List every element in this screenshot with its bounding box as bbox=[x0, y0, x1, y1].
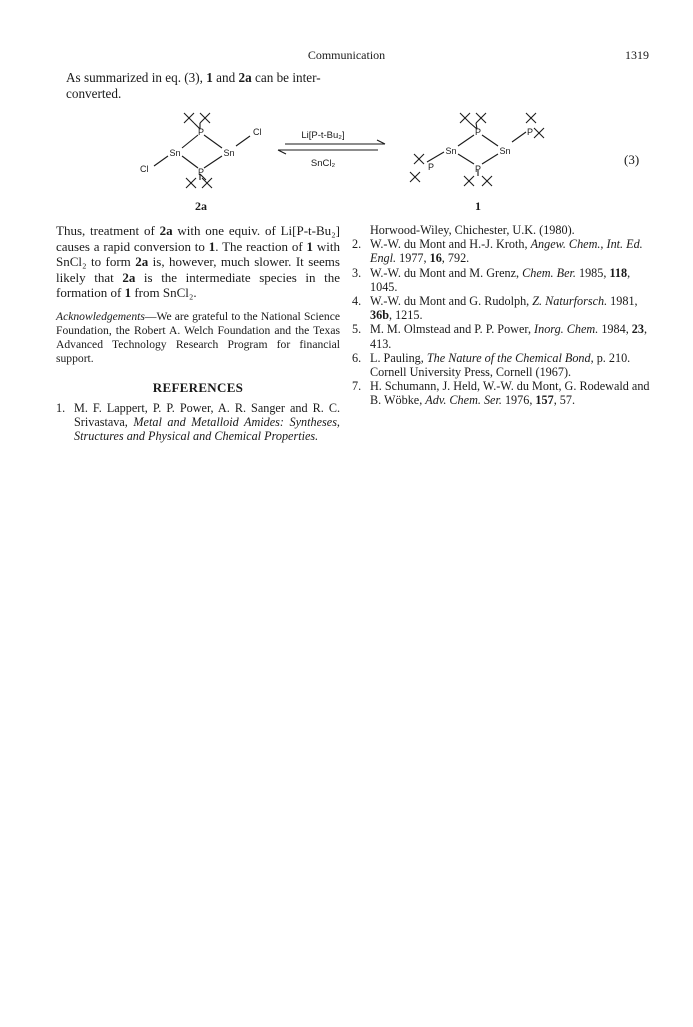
ring-bond bbox=[458, 135, 474, 146]
reference-authors: W.-W. du Mont and H.-J. Kroth, bbox=[370, 237, 531, 252]
reference-pages: , 413. bbox=[370, 322, 648, 351]
reference-year: 1985, bbox=[575, 265, 610, 280]
reference-number: 3. bbox=[352, 265, 362, 280]
reference-list bbox=[56, 401, 340, 444]
intro-sentence bbox=[66, 70, 356, 102]
reference-number: 1. bbox=[56, 401, 66, 415]
reference-journal: Inorg. Chem. bbox=[534, 322, 599, 337]
reference-pages: , 57. bbox=[553, 393, 576, 408]
intro-text-1: As summarized in eq. (3), bbox=[66, 70, 207, 85]
running-header-title: Communication bbox=[307, 48, 386, 62]
intro-text-3: can be inter-converted. bbox=[66, 70, 321, 101]
reference-pages: , 1045. bbox=[370, 265, 631, 294]
tin-atom: Sn bbox=[223, 148, 235, 158]
compound-label-2a: 2a bbox=[195, 199, 207, 213]
reference-number: 7. bbox=[352, 379, 362, 394]
sn-p-bond bbox=[512, 132, 526, 142]
reference-item bbox=[352, 266, 650, 294]
reagent-reverse: SnCl₂ bbox=[310, 158, 336, 169]
references-heading: REFERENCES bbox=[152, 379, 244, 395]
reference-pages: , 792. bbox=[441, 251, 470, 266]
compound-ref: 2a bbox=[135, 254, 149, 269]
sn-cl-bond bbox=[236, 136, 250, 146]
reference-volume: 23 bbox=[631, 322, 644, 337]
reference-number: 2. bbox=[352, 237, 362, 252]
reference-item bbox=[352, 294, 650, 322]
body-paragraph bbox=[56, 223, 340, 301]
compound-ref: 2a bbox=[159, 223, 173, 238]
phosphorus-atom: P bbox=[197, 167, 205, 177]
compound-ref: 1 bbox=[124, 285, 132, 300]
reference-item-continued bbox=[352, 223, 650, 237]
compound-ref: 1 bbox=[306, 238, 314, 254]
reaction-scheme bbox=[140, 108, 660, 218]
compound-ref: 2a bbox=[238, 70, 252, 85]
reference-year: 1984, bbox=[598, 322, 632, 337]
chlorine-atom: Cl bbox=[253, 127, 262, 137]
reference-authors: L. Pauling, bbox=[370, 350, 427, 365]
reference-title: The Nature of the Chemical Bond, bbox=[426, 350, 594, 365]
reagent-forward: Li[P-t-Bu₂] bbox=[301, 130, 345, 141]
body-text: Thus, treatment of bbox=[56, 223, 160, 238]
sn-p-bond bbox=[427, 152, 444, 162]
body-text: . The reaction of bbox=[215, 238, 307, 254]
acknowledgements bbox=[56, 310, 340, 366]
body-text: with one equiv. of Li[P-t-Bu₂] causes a rapid conversion to bbox=[56, 223, 340, 254]
reference-authors: M. M. Olmstead and P. P. Power, bbox=[370, 322, 535, 337]
body-text: is the intermediate species in the formation of bbox=[56, 269, 340, 300]
body-text: with SnCl₂ to form bbox=[56, 238, 340, 269]
reference-number: 4. bbox=[352, 294, 362, 309]
ring-bond bbox=[204, 156, 222, 168]
reference-year: 1977, bbox=[396, 251, 430, 266]
reference-item bbox=[352, 379, 650, 407]
compound-ref: 1 bbox=[208, 238, 216, 254]
reference-publisher: p. 210. Cornell University Press, Cornell (1967). bbox=[370, 350, 631, 380]
reference-volume: 16 bbox=[429, 251, 442, 266]
ring-bond bbox=[458, 154, 474, 164]
ring-bond bbox=[182, 156, 198, 168]
phosphorus-atom: P bbox=[197, 127, 205, 137]
reference-item bbox=[352, 351, 650, 379]
chlorine-atom: Cl bbox=[140, 164, 149, 174]
phosphorus-atom: P bbox=[527, 127, 534, 137]
tin-atom: Sn bbox=[499, 146, 511, 156]
reference-journal: Adv. Chem. Ser. bbox=[425, 393, 502, 408]
tin-atom: Sn bbox=[445, 146, 457, 156]
compound-ref: 1 bbox=[206, 70, 213, 85]
forward-arrowhead bbox=[377, 140, 385, 144]
ring-bond bbox=[204, 135, 222, 148]
reference-journal: Angew. Chem., Int. Ed. Engl. bbox=[370, 237, 643, 266]
acknowledgements-label: Acknowledgements bbox=[56, 309, 145, 323]
ring-bond bbox=[482, 135, 498, 146]
compound-ref: 2a bbox=[122, 269, 136, 285]
reference-authors: H. Schumann, J. Held, W.-W. du Mont, G. Rodewald and B. Wöbke, bbox=[370, 379, 650, 408]
reverse-arrowhead bbox=[278, 150, 286, 154]
right-column bbox=[352, 223, 650, 408]
acknowledgements-text: —We are grateful to the National Science Foundation, the Robert A. Welch Foundation and the Texas Advanced Technology Research Program for financial support. bbox=[56, 309, 340, 365]
phosphorus-atom: P bbox=[474, 164, 482, 174]
sn-cl-bond bbox=[154, 156, 168, 166]
reaction-scheme-drawing bbox=[140, 108, 660, 218]
reference-pages: , 1215. bbox=[388, 308, 423, 323]
reference-title: Metal and Metalloid Amides: Syntheses, Structures and Physical and Chemical Properties. bbox=[74, 415, 340, 444]
reference-number: 6. bbox=[352, 350, 362, 365]
reference-authors: M. F. Lappert, P. P. Power, A. R. Sanger and R. C. Srivastava, bbox=[74, 401, 340, 430]
intro-text-2: and bbox=[212, 70, 239, 85]
compound-label-1: 1 bbox=[475, 199, 481, 213]
page-number: 1319 bbox=[625, 48, 649, 62]
body-text: from SnCl₂. bbox=[131, 285, 197, 300]
ring-bond bbox=[482, 154, 498, 164]
reference-year: 1981, bbox=[607, 294, 638, 309]
phosphorus-atom: P bbox=[428, 162, 435, 172]
reference-authors: W.-W. du Mont and M. Grenz, bbox=[370, 265, 523, 280]
reference-publisher: Horwood-Wiley, Chichester, U.K. (1980). bbox=[370, 223, 575, 237]
ring-bond bbox=[182, 135, 198, 148]
reference-journal: Z. Naturforsch. bbox=[532, 294, 608, 309]
body-text: is, however, much slower. It seems likely that bbox=[56, 254, 340, 285]
equation-number: (3) bbox=[624, 152, 640, 167]
tin-atom: Sn bbox=[169, 148, 181, 158]
reference-item bbox=[352, 322, 650, 350]
reference-volume: 36b bbox=[370, 308, 389, 323]
reference-year: 1976, bbox=[501, 393, 536, 408]
reference-volume: 118 bbox=[609, 265, 628, 280]
reference-item bbox=[352, 237, 650, 265]
reference-item bbox=[56, 401, 340, 444]
phosphorus-atom: P bbox=[474, 127, 482, 137]
reference-journal: Chem. Ber. bbox=[522, 265, 576, 280]
reference-authors: W.-W. du Mont and G. Rudolph, bbox=[370, 294, 533, 309]
left-column bbox=[56, 223, 340, 444]
reference-volume: 157 bbox=[535, 393, 554, 408]
reference-number: 5. bbox=[352, 322, 362, 337]
reference-list bbox=[352, 223, 650, 408]
